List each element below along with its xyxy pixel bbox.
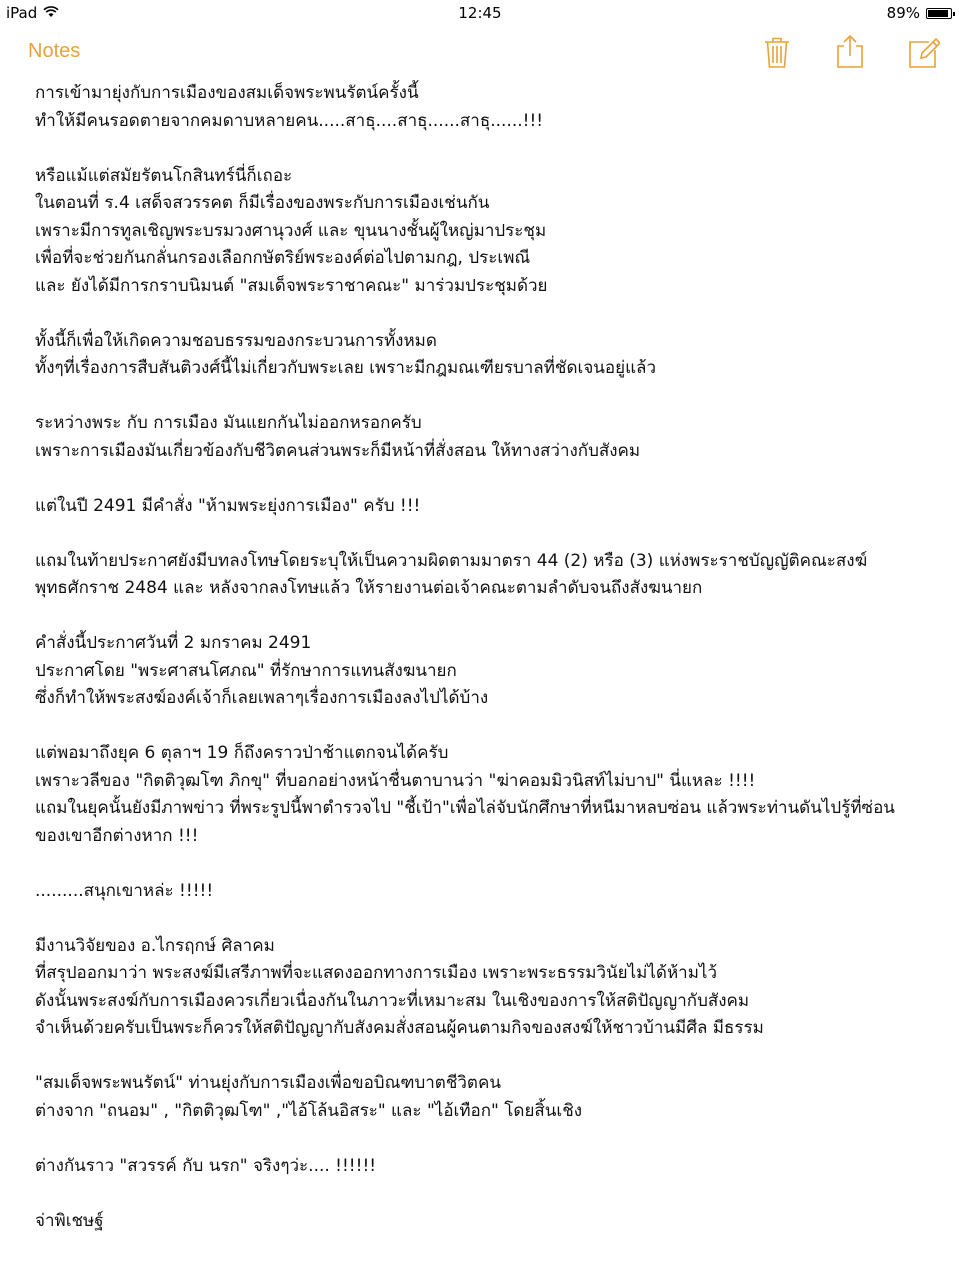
compose-icon — [906, 34, 940, 70]
status-time: 12:45 — [458, 4, 502, 22]
note-line: หรือแม้แต่สมัยรัตนโกสินทร์นี่ก็เถอะ — [35, 165, 293, 186]
note-line: ซึ่งก็ทำให้พระสงฆ์องค์เจ้าก็เลยเพลาๆเรื่องการเมืองลงไปได้บ้าง — [35, 688, 489, 708]
note-paragraph — [35, 80, 935, 135]
status-right — [887, 4, 952, 22]
note-line: แถมในยุคนั้นยังมีภาพข่าว ที่พระรูปนี้พาตำรวจไป "ชี้เป้า"เพื่อไล่จับนักศึกษาที่หนีมาหลบซ่อน แล้วพระท่านดันไปรู้ที่ซ่อน — [35, 798, 895, 818]
note-line: แถมในท้ายประกาศยังมีบทลงโทษโดยระบุให้เป็นความผิดตามมาตรา 44 (2) หรือ (3) แห่งพระราชบัญญัติคณะสงฆ์ — [35, 550, 868, 571]
note-paragraph — [35, 163, 935, 301]
note-line: แต่ในปี 2491 มีคำสั่ง "ห้ามพระยุ่งการเมือง" ครับ !!! — [35, 495, 421, 516]
trash-icon — [760, 34, 794, 70]
share-button[interactable] — [833, 34, 867, 70]
status-bar — [0, 0, 960, 26]
note-line: และ ยังได้มีการกราบนิมนต์ "สมเด็จพระราชาคณะ" มาร่วมประชุมด้วย — [35, 275, 548, 296]
note-line: การเข้ามายุ่งกับการเมืองของสมเด็จพระพนรัตน์ครั้งนี้ — [35, 83, 419, 103]
note-line: จำเห็นด้วยครับเป็นพระก็ควรให้สติปัญญากับสังคมสั่งสอนผู้คนตามกิจของสงฆ์ให้ชาวบ้านมีศีล มีธรรม — [35, 1018, 764, 1038]
note-line: เพราะวลีของ "กิตติวุฒโฑ ภิกขุ" ที่บอกอย่างหน้าชื่นตาบานว่า "ฆ่าคอมมิวนิสท์ไม่บาป" นี่แหละ !!!! — [35, 770, 756, 791]
note-line: ต่างจาก "ถนอม" , "กิตติวุฒโฑ" ,"ไอ้โล้นอิสระ" และ "ไอ้เทือก" โดยสิ้นเชิง — [35, 1100, 583, 1121]
note-line: ของเขาอีกต่างหาก !!! — [35, 825, 199, 846]
note-paragraph — [35, 933, 935, 1043]
note-line: ต่างกันราว "สวรรค์ กับ นรก" จริงๆว่ะ.... !!!!!! — [35, 1155, 377, 1176]
note-line: คำสั่งนี้ประกาศวันที่ 2 มกราคม 2491 — [35, 633, 312, 653]
note-paragraph — [35, 548, 935, 603]
note-line: เพราะการเมืองมันเกี่ยวข้องกับชีวิตคนส่วนพระก็มีหน้าที่สั่งสอน ให้ทางสว่างกับสังคม — [35, 440, 641, 461]
note-paragraph — [35, 1153, 935, 1181]
note-line: เพราะมีการทูลเชิญพระบรมวงศานุวงศ์ และ ขุนนางชั้นผู้ใหญ่มาประชุม — [35, 220, 547, 241]
note-line: แต่พอมาถึงยุค 6 ตุลาฯ 19 ก็ถึงคราวป่าช้าแตกจนได้ครับ — [35, 743, 449, 763]
note-body[interactable] — [35, 80, 935, 1263]
note-paragraph — [35, 410, 935, 465]
note-paragraph — [35, 493, 935, 521]
note-line: เพื่อที่จะช่วยกันกลั่นกรองเลือกกษัตริย์พระองค์ต่อไปตามกฎ, ประเพณี — [35, 248, 531, 268]
note-line: ทั้งๆที่เรื่องการสืบสันติวงศ์นี้ไม่เกี่ยวกับพระเลย เพราะมีกฎมณเฑียรบาลที่ชัดเจนอยู่แล้ว — [35, 358, 656, 378]
note-line: ประกาศโดย "พระศาสนโศภณ" ที่รักษาการแทนสังฆนายก — [35, 660, 457, 681]
device-label: iPad — [6, 4, 38, 22]
note-paragraph — [35, 328, 935, 383]
note-line: ระหว่างพระ กับ การเมือง มันแยกกันไม่ออกหรอกครับ — [35, 413, 422, 433]
compose-button[interactable] — [906, 34, 940, 70]
note-line: .........สนุกเขาหล่ะ !!!!! — [35, 880, 214, 901]
note-line: พุทธศักราช 2484 และ หลังจากลงโทษแล้ว ให้รายงานต่อเจ้าคณะตามลำดับจนถึงสังฆนายก — [35, 578, 703, 598]
note-paragraph — [35, 740, 935, 850]
note-line: ดังนั้นพระสงฆ์กับการเมืองควรเกี่ยวเนื่องกันในภาวะที่เหมาะสม ในเชิงของการให้สติปัญญากับสังคม — [35, 990, 750, 1011]
note-line: ที่สรุปออกมาว่า พระสงฆ์มีเสรีภาพที่จะแสดงออกทางการเมือง เพราะพระธรรมวินัยไม่ได้ห้ามไว้ — [35, 963, 718, 983]
note-line: ทั้งนี้ก็เพื่อให้เกิดความชอบธรรมของกระบวนการทั้งหมด — [35, 330, 437, 351]
note-line: ทำให้มีคนรอดตายจากคมดาบหลายคน.....สาธุ....สาธุ......สาธุ......!!! — [35, 110, 544, 131]
note-line: มีงานวิจัยของ อ.ไกรฤกษ์ ศิลาคม — [35, 935, 275, 956]
trash-button[interactable] — [760, 34, 794, 70]
nav-bar — [0, 26, 960, 80]
note-line: ในตอนที่ ร.4 เสด็จสวรรคต ก็มีเรื่องของพระกับการเมืองเช่นกัน — [35, 193, 490, 213]
back-button[interactable]: Notes — [28, 40, 81, 62]
share-icon — [833, 34, 867, 70]
note-line: จ่าพิเชษฐ์ — [35, 1210, 104, 1231]
note-paragraph — [35, 1070, 935, 1125]
battery-percent: 89% — [886, 4, 920, 22]
note-line: "สมเด็จพระพนรัตน์" ท่านยุ่งกับการเมืองเพื่อขอบิณฑบาตชีวิตคน — [35, 1073, 501, 1093]
battery-icon — [926, 8, 952, 19]
note-paragraph — [35, 878, 935, 906]
note-paragraph — [35, 1208, 935, 1236]
note-paragraph — [35, 630, 935, 713]
